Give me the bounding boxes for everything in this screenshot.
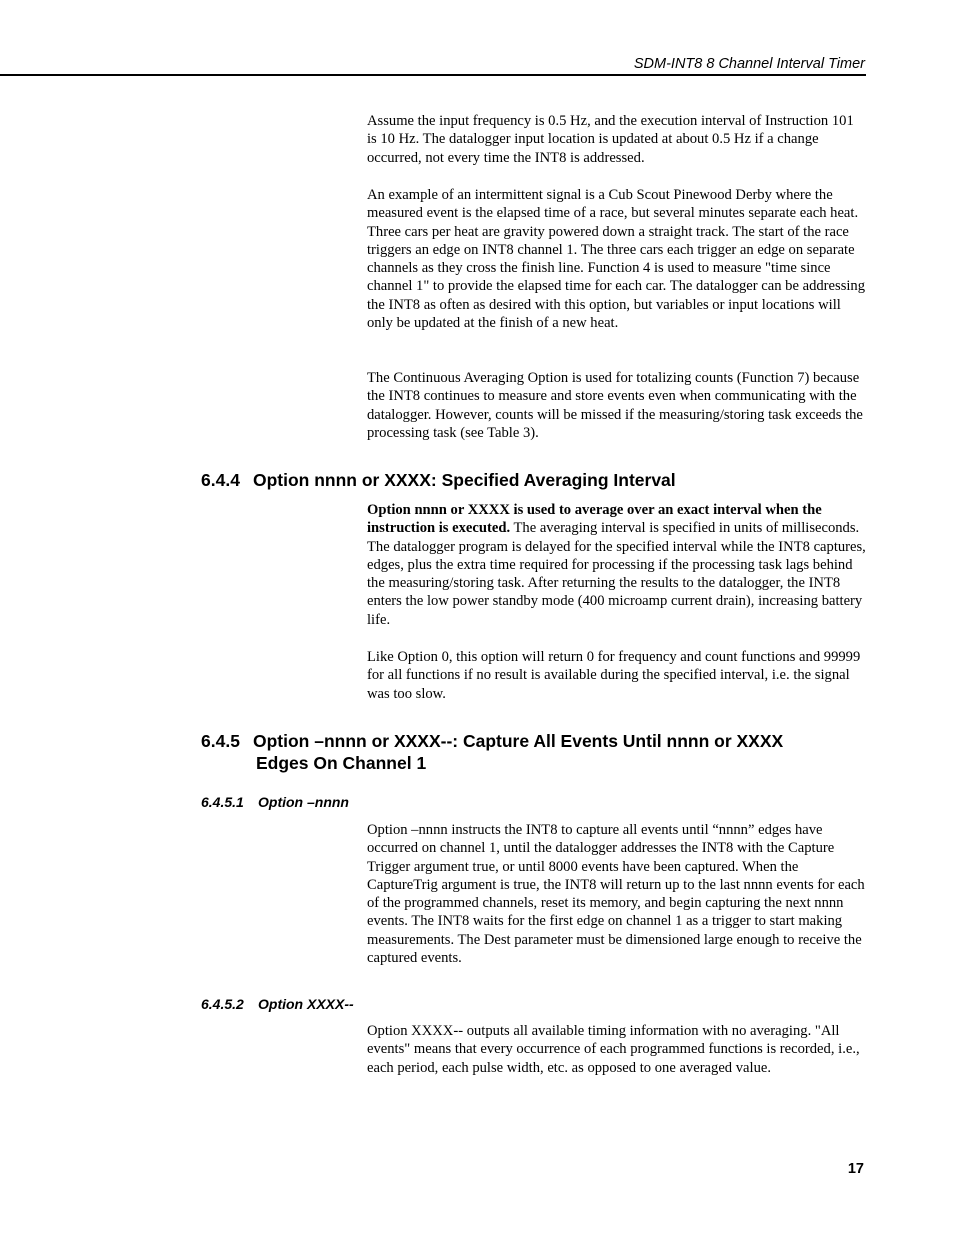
running-header-title: SDM-INT8 8 Channel Interval Timer: [633, 56, 865, 72]
section-title-line-1: Option –nnnn or XXXX--: Capture All Events Until nnnn or XXXX: [253, 731, 784, 751]
paragraph-pinewood-derby: An example of an intermittent signal is a Cub Scout Pinewood Derby where the measured event is the elapsed time of a race, but several minutes separate each heat. Three cars per heat are gravity powered down a straight track. The start of the race triggers an edge on INT8 channel 1. The three cars each trigger an edge on separate channels as they cross the finish line. Function 4 is used to measure "time since channel 1" to provide the elapsed time for each car. The datalogger can be addressing the INT8 as often as desired with this option, but variables or input locations will only be updated at the finish of a new heat.: [367, 187, 866, 332]
subsection-title: Option –nnnn: [258, 794, 349, 810]
paragraph-like-option-0: Like Option 0, this option will return 0 for frequency and count functions and 99999 for all functions if no result is available during the specified interval, i.e. the signal was too slow.: [367, 649, 861, 702]
section-heading-6-4-5: [201, 730, 783, 774]
section-title: Option nnnn or XXXX: Specified Averaging Interval: [253, 470, 676, 490]
subsection-heading-6-4-5-2: [201, 996, 354, 1012]
header-rule: [0, 74, 866, 76]
paragraph-body: The averaging interval is specified in units of milliseconds. The datalogger program is delayed for the specified interval while the INT8 captures, edges, plus the extra time required for processing if the processing task lags behind the measuring/storing task. After returning the results to the datalogger, the INT8 enters the low power standby mode (400 microamp current drain), increasing battery life.: [367, 520, 866, 628]
subsection-number: 6.4.5.1: [201, 794, 244, 810]
section-number: 6.4.4: [201, 470, 240, 490]
section-title-line-2: Edges On Channel 1: [256, 753, 427, 773]
paragraph-specified-interval: [367, 501, 867, 629]
paragraph-option-nnnn: Option –nnnn instructs the INT8 to capture all events until “nnnn” edges have occurred on channel 1, until the datalogger addresses the INT8 with the Capture Trigger argument true, or until 8000 events have been captured. When the CaptureTrig argument is true, the INT8 will return up to the last nnnn events for each of the programmed channels, reset its memory, and begin capturing the next nnnn events. The INT8 waits for the first edge on channel 1 as a trigger to start making measurements. The Dest parameter must be dimensioned large enough to receive the captured events.: [367, 822, 865, 967]
subsection-number: 6.4.5.2: [201, 996, 244, 1012]
subsection-heading-6-4-5-1: [201, 794, 349, 810]
paragraph-input-frequency: Assume the input frequency is 0.5 Hz, and the execution interval of Instruction 101 is 10 Hz. The datalogger input location is updated at about 0.5 Hz if a change occurred, not every time the INT8 is addressed.: [367, 113, 854, 166]
section-number: 6.4.5: [201, 731, 240, 751]
paragraph-option-xxxx: Option XXXX-- outputs all available timing information with no averaging. "All events" means that every occurrence of each programmed functions is recorded, i.e., each period, each pulse width, etc. as opposed to one averaged value.: [367, 1023, 860, 1076]
paragraph-continuous-averaging: The Continuous Averaging Option is used for totalizing counts (Function 7) because the INT8 continues to measure and store events even when communicating with the datalogger. However, counts will be missed if the measuring/storing task exceeds the processing task (see Table 3).: [367, 370, 863, 441]
page-number: 17: [847, 1161, 864, 1177]
paragraph-bold-lead: Option nnnn or XXXX is used to average over an exact interval when the instruction is executed.: [367, 502, 822, 537]
subsection-title: Option XXXX--: [258, 996, 354, 1012]
section-heading-6-4-4: [201, 469, 676, 491]
